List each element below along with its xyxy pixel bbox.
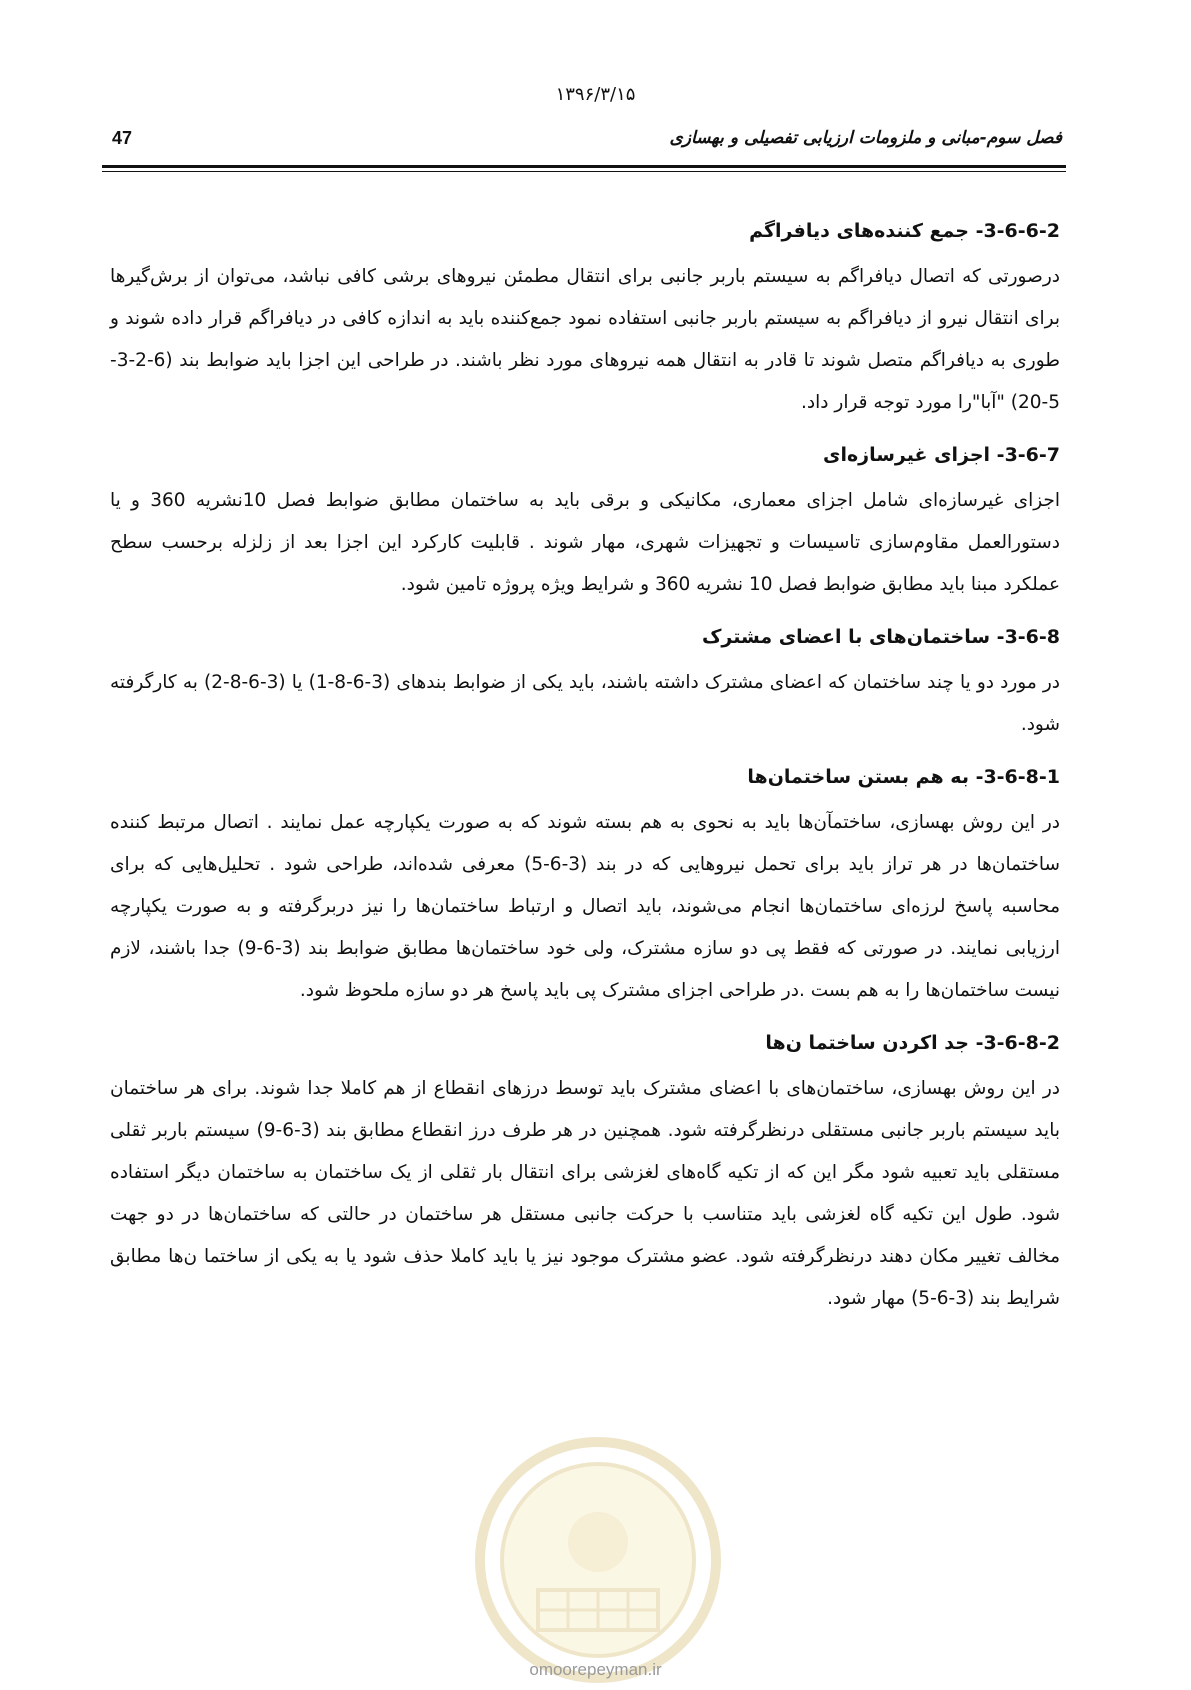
section-heading: 3-6-6-2- جمع کننده‌های دیافراگم (749, 220, 1060, 242)
section-paragraph: در مورد دو یا چند ساختمان که اعضای مشترک داشته باشند، باید یکی از ضوابط بندهای (3-6-8-1) یا (3-6-8-2) به کارگرفته شود. (110, 672, 1060, 735)
section-paragraph: در این روش بهسازی، ساختمآن‌ها باید به نحوی به هم بسته شوند که به صورت یکپارچه عمل نمایند . اتصال مرتبط کننده ساختمان‌ها در هر تراز باید برای تحمل نیروهایی که در بند (3-6-5) معرفی شده‌اند، طراحی شود . تحلیل‌هایی که برای محاسبه پاسخ لرزه‌ای ساختمان‌ها انجام می‌شوند، باید اتصال و ارتباط ساختمان‌ها را نیز دربرگرفته و به صورت یکپارچه ارزیابی نمایند. در صورتی که فقط پی دو سازه مشترک، ولی خود ساختمان‌ها مطابق ضوابط بند (3-6-9) جدا باشند، لازم نیست ساختمان‌ها را به هم بست .در طراحی اجزای مشترک پی باید پاسخ هر دو سازه ملحوظ شود. (110, 812, 1060, 1001)
chapter-title: فصل سوم-مبانی و ملزومات ارزیابی تفصیلی و بهسازی (669, 128, 1062, 148)
seal-logo-icon (468, 1430, 728, 1690)
page-number: 47 (112, 128, 133, 148)
section-heading: 3-6-8-2- جد اکردن ساختما ن‌ها (765, 1032, 1060, 1054)
section-heading: 3-6-8-1- به هم بستن ساختمان‌ها (747, 766, 1060, 788)
header-rule-thick (102, 165, 1066, 168)
section-paragraph: درصورتی که اتصال دیافراگم به سیستم باربر جانبی برای انتقال مطمئن نیروهای برشی کافی نباشد، می‌توان از برش‌گیرها برای انتقال نیرو از دیافراگم به سیستم باربر جانبی استفاده نمود جمع‌کننده باید به اندازه کافی در دیافراگم قرار داده شوند و طوری به دیافراگم متصل شوند تا قادر به انتقال همه نیروهای مورد نظر باشند. در طراحی این اجزا باید ضوابط بند (6-2-3-5-20) "آبا"را مورد توجه قرار داد. (110, 266, 1060, 413)
watermark-site: omoorepeyman.ir (529, 1660, 662, 1679)
section-heading: 3-6-8- ساختمان‌های با اعضای مشترک (701, 626, 1060, 648)
section-heading: 3-6-7- اجزای غیرسازه‌ای (823, 444, 1060, 466)
header-rule-thin (102, 171, 1066, 172)
document-body (110, 200, 1060, 1326)
section-paragraph: اجزای غیرسازه‌ای شامل اجزای معماری، مکانیکی و برقی باید به ساختمان مطابق ضوابط فصل 10نشریه 360 و یا دستورالعمل مقاوم‌سازی تاسیسات و تجهیزات شهری، مهار شوند . قابلیت کارکرد این اجزا بعد از زلزله برحسب سطح عملکرد مبنا باید مطابق ضوابط فصل 10 نشریه 360 و شرایط ویژه پروژه تامین شود. (110, 490, 1061, 595)
section-paragraph: در این روش بهسازی، ساختمان‌های با اعضای مشترک باید توسط درزهای انقطاع از هم کاملا جدا شوند. برای هر ساختمان باید سیستم باربر جانبی مستقلی درنظرگرفته شود. همچنین در هر طرف درز انقطاع مطابق بند (3-6-9) سیستم باربر ثقلی مستقلی باید تعبیه شود مگر این که از تکیه گاه‌های لغزشی برای انتقال بار ثقلی از یک ساختمان به ساختمان دیگر استفاده شود. طول این تکیه گاه لغزشی باید متناسب با حرکت جانبی مستقل هر ساختمان در حالتی که ساختمان‌ها در دو جهت مخالف تغییر مکان دهند درنظرگرفته شود. عضو مشترک موجود نیز یا باید کاملا حذف شود یا به یکی از ساختما ن‌ها مطابق شرایط بند (3-6-5) مهار شود. (110, 1078, 1060, 1309)
page-header (102, 128, 1062, 158)
page-date: ۱۳۹۶/۳/۱۵ (555, 84, 636, 105)
